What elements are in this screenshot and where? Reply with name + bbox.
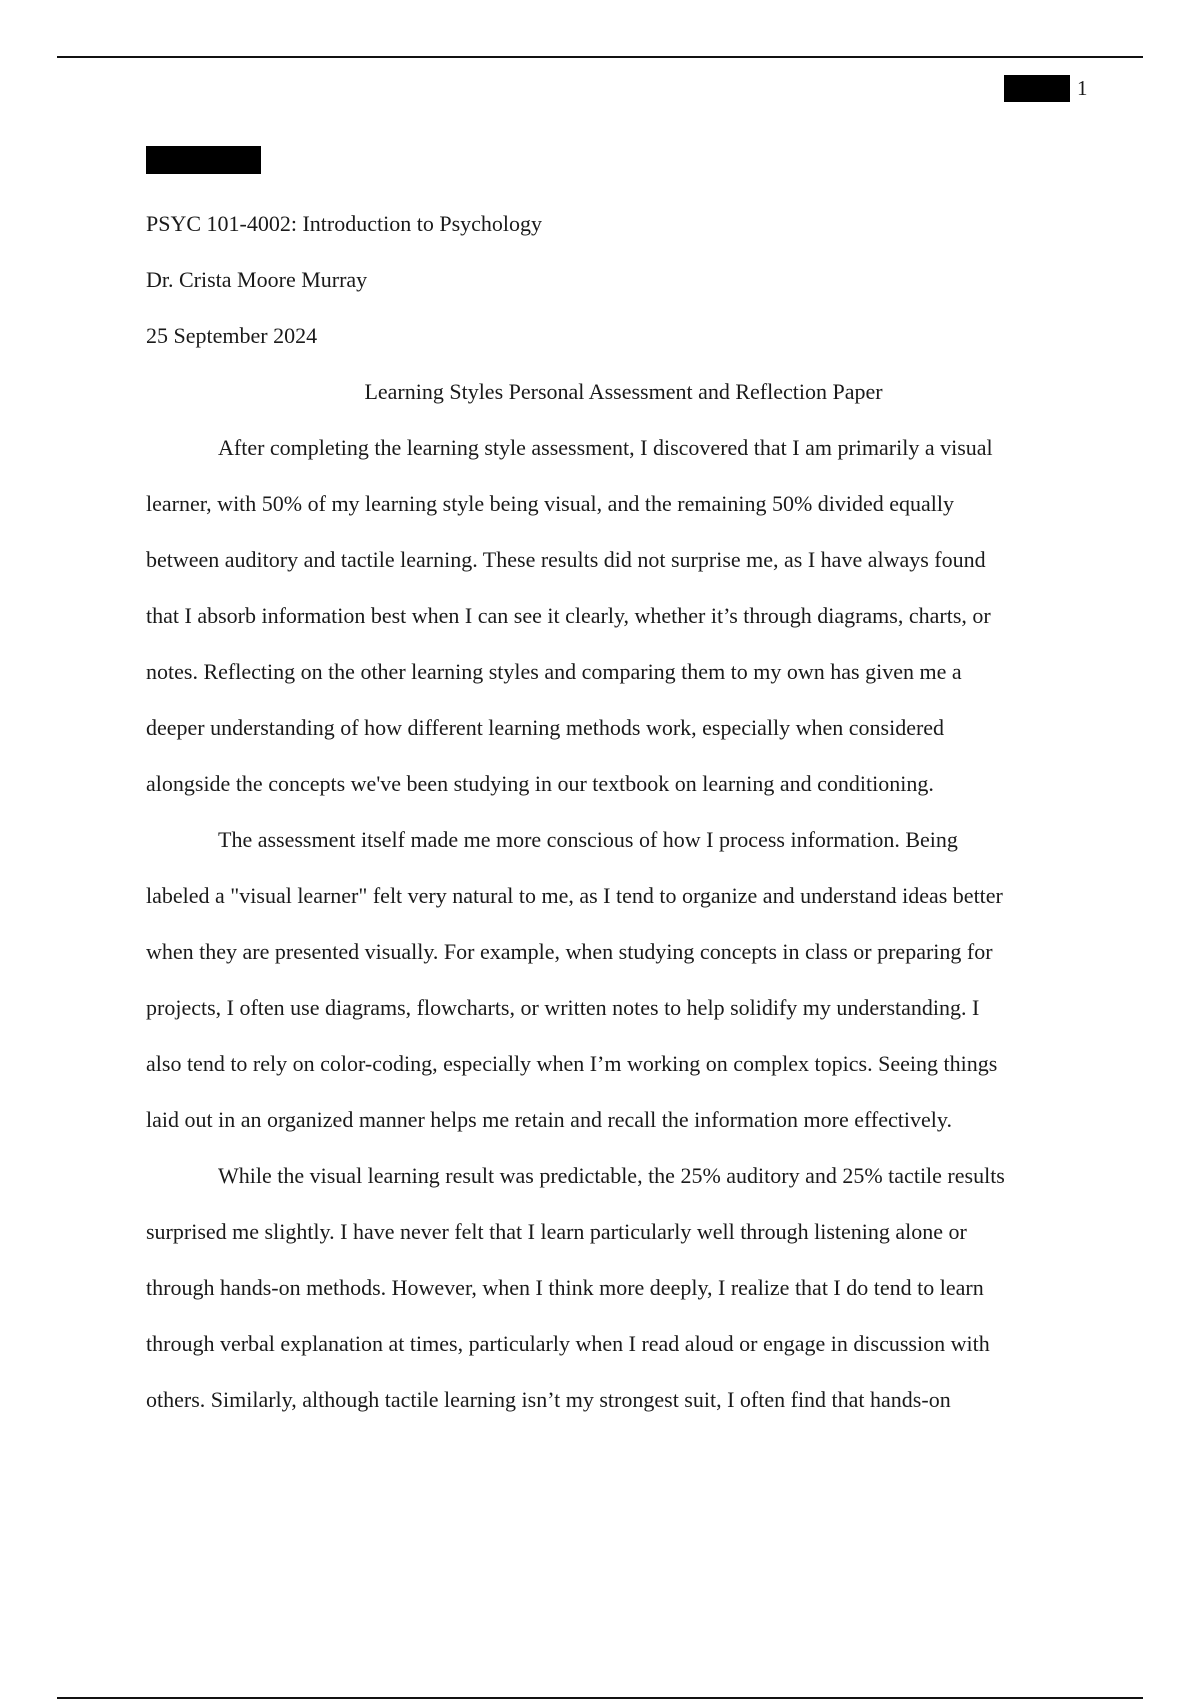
paragraph-line: After completing the learning style assessment, I discovered that I am primarily a visual <box>218 435 993 460</box>
paragraph-line: through hands-on methods. However, when I think more deeply, I realize that I do tend to learn <box>146 1275 984 1300</box>
paragraph-1 <box>146 420 1091 812</box>
page-number: 1 <box>1077 76 1088 100</box>
paragraph-line: While the visual learning result was predictable, the 25% auditory and 25% tactile results <box>218 1163 1005 1188</box>
paragraph-line: others. Similarly, although tactile learning isn’t my strongest suit, I often find that hands-on <box>146 1387 951 1412</box>
paragraph-line: learner, with 50% of my learning style being visual, and the remaining 50% divided equally <box>146 491 955 516</box>
paragraph-line: also tend to rely on color-coding, especially when I’m working on complex topics. Seeing things <box>146 1051 998 1076</box>
instructor-line: Dr. Crista Moore Murray <box>146 267 368 292</box>
paragraph-line: that I absorb information best when I can see it clearly, whether it’s through diagrams, charts, or <box>146 603 991 628</box>
student-name-redaction <box>146 146 261 174</box>
top-border-line <box>57 56 1143 58</box>
paragraph-line: when they are presented visually. For example, when studying concepts in class or preparing for <box>146 939 993 964</box>
paragraph-line: through verbal explanation at times, particularly when I read aloud or engage in discussion with <box>146 1331 990 1356</box>
paragraph-line: laid out in an organized manner helps me retain and recall the information more effectively. <box>146 1107 952 1132</box>
header-redaction-block <box>1004 75 1070 102</box>
paper-title: Learning Styles Personal Assessment and Reflection Paper <box>364 379 883 404</box>
paragraph-line: projects, I often use diagrams, flowcharts, or written notes to help solidify my understanding. I <box>146 995 980 1020</box>
paragraph-line: deeper understanding of how different learning methods work, especially when considered <box>146 715 945 740</box>
course-line: PSYC 101-4002: Introduction to Psychology <box>146 211 543 236</box>
bottom-border-line <box>57 1697 1143 1699</box>
paragraph-line: labeled a "visual learner" felt very natural to me, as I tend to organize and understand ideas better <box>146 883 1003 908</box>
paragraph-line: notes. Reflecting on the other learning styles and comparing them to my own has given me a <box>146 659 962 684</box>
paragraph-line: alongside the concepts we've been studying in our textbook on learning and conditioning. <box>146 771 934 796</box>
paragraph-line: The assessment itself made me more conscious of how I process information. Being <box>218 827 958 852</box>
document-body <box>146 146 1091 1428</box>
page-header <box>1004 74 1088 102</box>
paragraph-2 <box>146 812 1091 1148</box>
paragraph-line: between auditory and tactile learning. These results did not surprise me, as I have always found <box>146 547 986 572</box>
date-line: 25 September 2024 <box>146 323 318 348</box>
paragraph-line: surprised me slightly. I have never felt that I learn particularly well through listening alone or <box>146 1219 967 1244</box>
paragraph-3 <box>146 1148 1091 1428</box>
